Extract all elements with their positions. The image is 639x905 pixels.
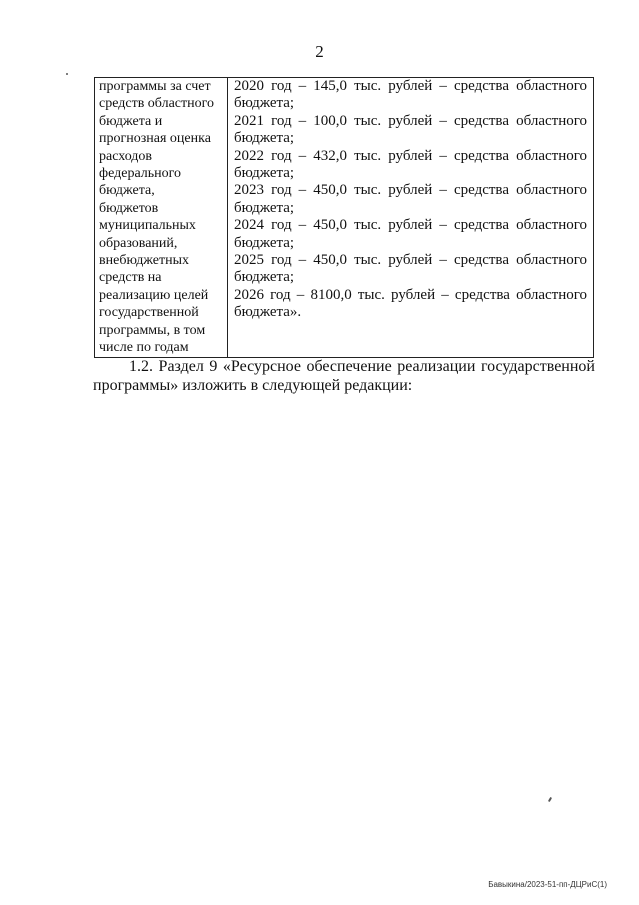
year-entry-amount: 2023 год – 450,0 тыс. рублей – средства областного: [234, 182, 587, 199]
year-entry-source: бюджета;: [234, 165, 295, 182]
funding-label-cell: [95, 78, 228, 358]
label-line: внебюджетных: [99, 253, 190, 269]
label-line: средств областного: [99, 96, 215, 112]
year-entry-source: бюджета;: [234, 95, 295, 112]
label-line: образований,: [99, 235, 178, 251]
funding-table: [94, 77, 594, 358]
year-entry-source: бюджета;: [234, 199, 295, 216]
label-line: федерального: [99, 166, 182, 182]
document-reference-code: Бавыкина/2023-51-пп-ДЦРиС(1): [488, 880, 607, 889]
label-line: программы за счет: [99, 79, 211, 94]
funding-values-cell: [228, 78, 594, 358]
year-entry-amount: 2025 год – 450,0 тыс. рублей – средства областного: [234, 252, 587, 269]
year-entry-source: бюджета;: [234, 269, 295, 286]
page-number: 2: [315, 42, 324, 61]
scan-dot: [66, 73, 68, 75]
amendment-paragraph: [93, 357, 595, 395]
year-entry: [234, 182, 587, 217]
year-entry: [234, 113, 587, 148]
year-entry-amount: 2022 год – 432,0 тыс. рублей – средства областного: [234, 147, 587, 164]
year-entry-amount: 2026 год – 8100,0 тыс. рублей – средства областного: [234, 286, 587, 303]
year-entry-amount: 2021 год – 100,0 тыс. рублей – средства областного: [234, 112, 587, 129]
label-line: прогнозная оценка: [99, 131, 211, 147]
year-entry-source: бюджета».: [234, 304, 302, 321]
label-line: бюджета и: [99, 113, 163, 129]
label-line: муниципальных: [99, 218, 196, 234]
paragraph-line: программы» изложить в следующей редакции:: [93, 377, 413, 394]
year-entry-source: бюджета;: [234, 130, 295, 147]
year-entry-amount: 2020 год – 145,0 тыс. рублей – средства областного: [234, 78, 587, 94]
label-line: расходов: [99, 148, 153, 164]
year-entry: [234, 78, 587, 113]
year-entry: [234, 148, 587, 183]
label-line: средств на: [99, 270, 162, 286]
scan-mark: [548, 797, 552, 802]
year-entry: [234, 252, 587, 287]
label-line: числе по годам: [99, 340, 189, 356]
label-line: бюджета,: [99, 183, 155, 199]
label-line: бюджетов: [99, 200, 159, 216]
label-line: государственной: [99, 305, 199, 321]
year-entry: [234, 287, 587, 322]
year-entry-source: бюджета;: [234, 234, 295, 251]
year-entry-amount: 2024 год – 450,0 тыс. рублей – средства областного: [234, 217, 587, 234]
paragraph-line: 1.2. Раздел 9 «Ресурсное обеспечение реализации государственной: [129, 358, 595, 375]
year-entry: [234, 217, 587, 252]
table-row: [95, 78, 594, 358]
label-line: реализацию целей: [99, 287, 209, 303]
label-line: программы, в том: [99, 322, 206, 338]
